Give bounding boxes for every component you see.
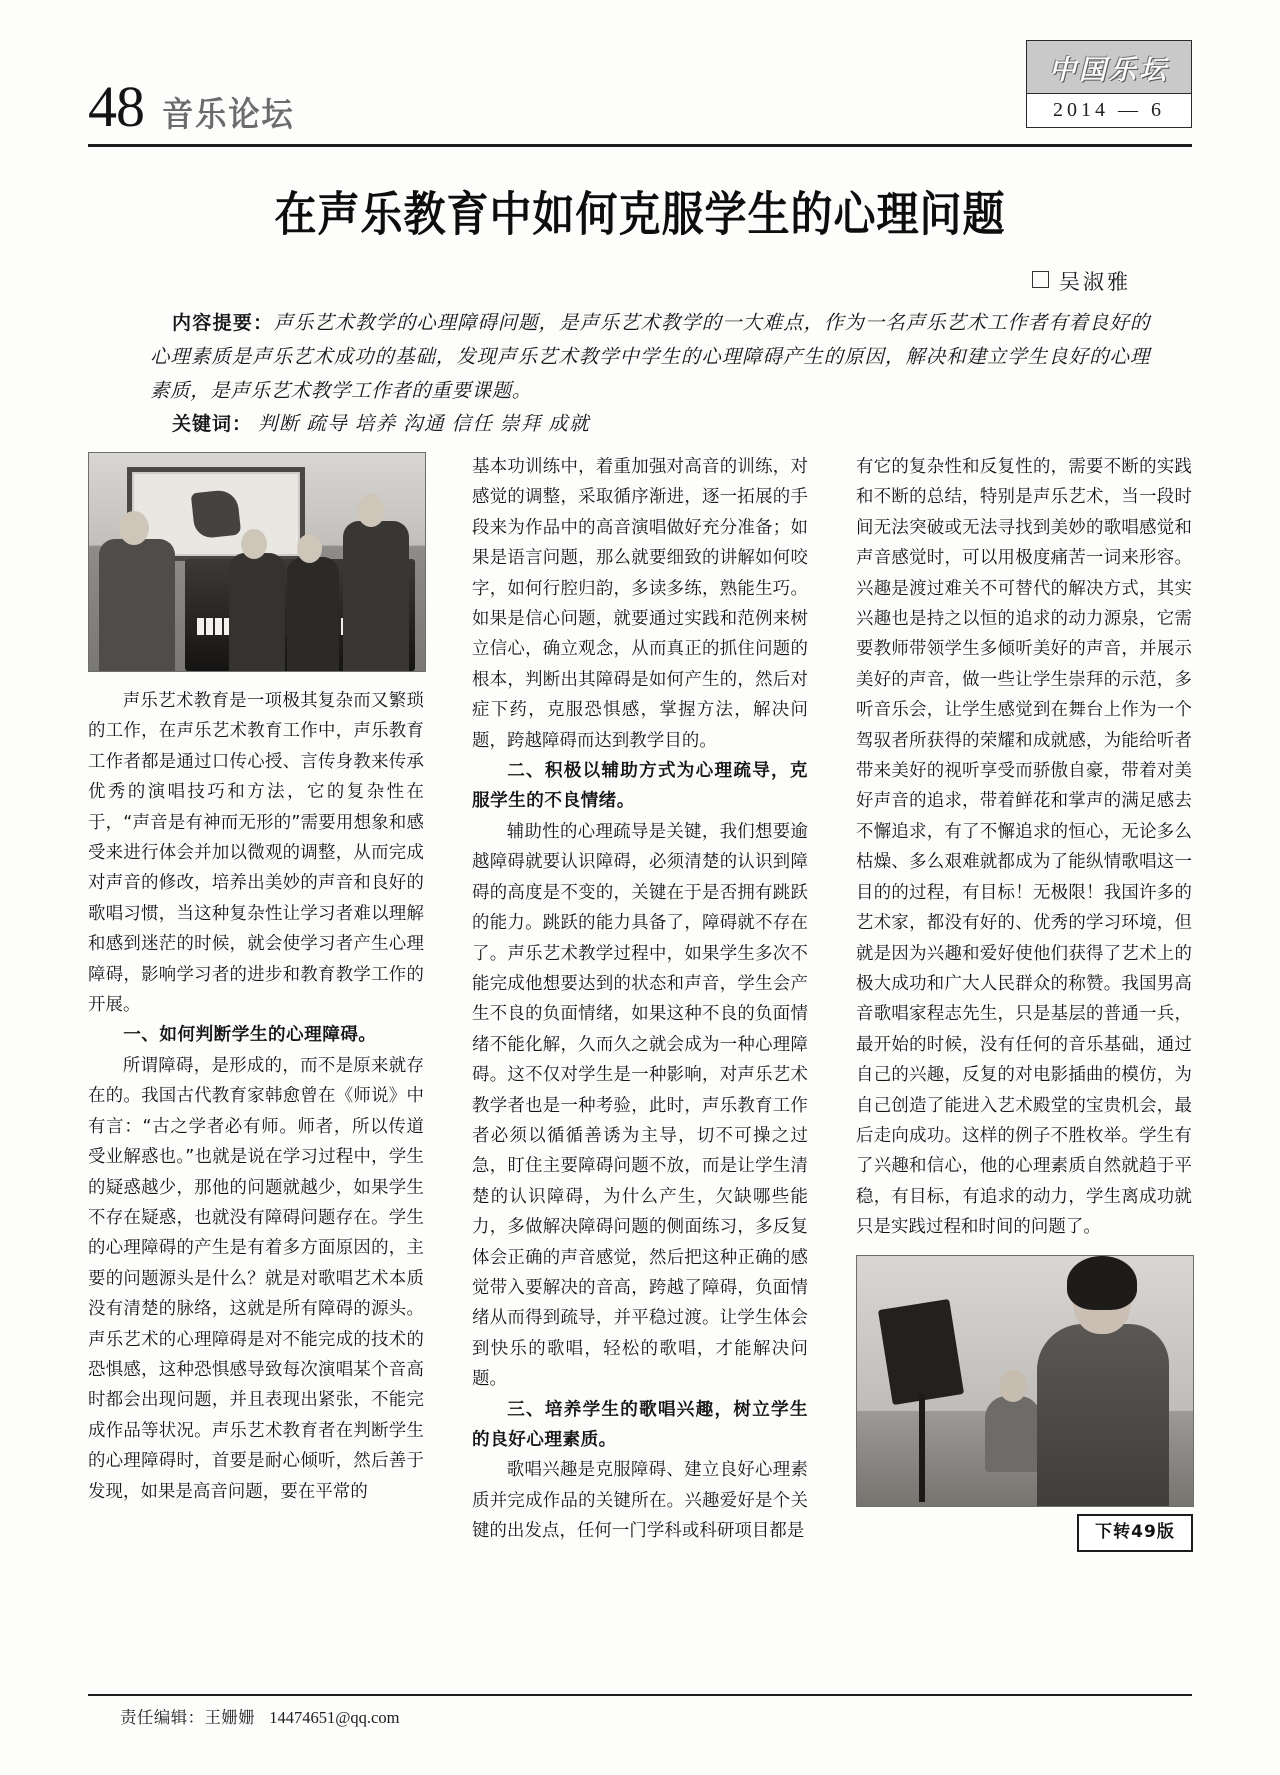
journal-issue: 2014 — 6: [1053, 99, 1165, 121]
music-stand: [878, 1299, 964, 1405]
article-title: 在声乐教育中如何克服学生的心理问题: [274, 186, 1006, 242]
figure-student-1: [229, 553, 285, 671]
keywords-label: 关键词：: [172, 413, 253, 435]
figure-teacher: [99, 539, 175, 671]
paragraph: 所谓障碍，是形成的，而不是原来就存在的。我国古代教育家韩愈曾在《师说》中有言：“古之学者必有师。师者，所以传道受业解惑也。”也就是说在学习过程中，学生的疑惑越少，那他的问题就越少，如果学生不存在疑惑，也就没有障碍问题存在。学生的心理障碍的产生是有着多方面原因的，主要的问题源头是什么？就是对歌唱艺术本质没有清楚的脉络，这就是所有障碍的源头。声乐艺术的心理障碍是对不能完成的技术的恐惧感，这种恐惧感导致每次演唱某个音高时都会出现问题，并且表现出紧张，不能完成作品等状况。声乐艺术教育者在判断学生的心理障碍时，首要是耐心倾听，然后善于发现，如果是高音问题，要在平常的: [88, 1055, 424, 1502]
paragraph: 歌唱兴趣是克服障碍、建立良好心理素质并完成作品的关键所在。兴趣爱好是个关键的出发点，任何一门学科或科研项目都是: [472, 1460, 808, 1542]
column-3: [856, 452, 1192, 1543]
keywords-block: [150, 408, 1150, 436]
head-student-1: [241, 529, 267, 559]
paragraph: 声乐艺术教育是一项极其复杂而又繁琐的工作，在声乐艺术教育工作中，声乐教育工作者都是通过口传心授、言传身教来传承优秀的演唱技巧和方法，它的复杂性在于，“声音是有神而无形的”需要用想象和感受来进行体会并加以微观的调整，从而完成对声音的修改，培养出美妙的声音和良好的歌唱习惯，当这种复杂性让学习者难以理解和感到迷茫的时候，就会使学习者产生心理障碍，影响学习者的进步和教育教学工作的开展。: [88, 691, 424, 1016]
figure-seated-listener: [985, 1396, 1041, 1472]
music-stand-pole: [919, 1394, 925, 1502]
square-bullet-icon: [1032, 271, 1049, 288]
editor-email: 14474651@qq.com: [269, 1708, 400, 1727]
head-student-3: [357, 494, 385, 527]
head-student-2: [297, 534, 322, 563]
section-name: 音乐论坛: [162, 95, 295, 135]
header-divider: [88, 144, 1192, 147]
paragraph: 辅助性的心理疏导是关键，我们想要逾越障碍就要认识障碍，必须清楚的认识到障碍的高度是不变的，关键在于是否拥有跳跃的能力。跳跃的能力具备了，障碍就不存在了。声乐艺术教学过程中，如果学生多次不能完成他想要达到的状态和声音，学生会产生不良的负面情绪，如果这种不良的负面情绪不能化解，久而久之就会成为一种心理障碍。这不仅对学生是一种影响，对声乐艺术教学者也是一种考验，此时，声乐教育工作者必须以循循善诱为主导，切不可操之过急，盯住主要障碍问题不放，而是让学生清楚的认识障碍，为什么产生，欠缺哪些能力，多做解决障碍问题的侧面练习，多反复体会正确的声音感觉，然后把这种正确的感觉带入要解决的音高，跨越了障碍，负面情绪从而得到疏导，并平稳过渡。让学生体会到快乐的歌唱，轻松的歌唱，才能解决问题。: [472, 821, 808, 1390]
page-number: 48: [88, 74, 144, 139]
section-heading-2: 二、积极以辅助方式为心理疏导，克服学生的不良情绪。: [472, 761, 808, 812]
journal-issue-box: [1026, 40, 1192, 128]
body-columns: [88, 452, 1192, 1630]
abstract-label: 内容提要：: [172, 312, 274, 334]
footer-divider: [88, 1694, 1192, 1696]
figure-student-2: [287, 557, 339, 671]
footer-credit: [120, 1704, 399, 1728]
responsible-editor: 责任编辑：王姗姗: [120, 1708, 256, 1727]
byline: [88, 266, 1131, 296]
column-1: [88, 452, 424, 1507]
abstract-text: 声乐艺术教学的心理障碍问题，是声乐艺术教学的一大难点，作为一名声乐艺术工作者有着良好的心理素质是声乐艺术成功的基础，发现声乐艺术教学中学生的心理障碍产生的原因，解决和建立学生良好的心理素质，是声乐艺术教学工作者的重要课题。: [150, 313, 1150, 402]
head-seated-listener: [999, 1370, 1027, 1402]
figure-singer: [1037, 1324, 1169, 1506]
paragraph: 有它的复杂性和反复性的，需要不断的实践和不断的总结，特别是声乐艺术，当一段时间无法突破或无法寻找到美妙的歌唱感觉和声音感觉时，可以用极度痛苦一词来形容。兴趣是渡过难关不可替代的解决方式，其实兴趣也是持之以恒的追求的动力源泉，它需要教师带领学生多倾听美好的声音，并展示美好的声音，做一些让学生崇拜的示范，多听音乐会，让学生感觉到在舞台上作为一个驾驭者所获得的荣耀和成就感，为能给听者带来美好的视听享受而骄傲自豪，带着对美好声音的追求，带着鲜花和掌声的满足感去不懈追求，有了不懈追求的恒心，无论多么枯燥、多么艰难就都成为了能纵情歌唱这一目的的过程，有目标！无极限！我国许多的艺术家，都没有好的、优秀的学习环境，但就是因为兴趣和爱好使他们获得了艺术上的极大成功和广大人民群众的称赞。我国男高音歌唱家程志先生，只是基层的普通一兵，最开始的时候，没有任何的音乐基础，通过自己的兴趣，反复的对电影插曲的模仿，为自己创造了能进入艺术殿堂的宝贵机会，最后走向成功。这样的例子不胜枚举。学生有了兴趣和信心，他的心理素质自然就趋于平稳，有目标，有追求的动力，学生离成功就只是实践过程和时间的问题了。: [856, 457, 1192, 1238]
journal-name: 中国乐坛: [1027, 41, 1191, 94]
abstract-block: [150, 306, 1150, 409]
photo-piano-lesson: [88, 452, 426, 672]
section-heading-3: 三、培养学生的歌唱兴趣，树立学生的良好心理素质。: [472, 1399, 808, 1450]
keywords-text: 判断 疏导 培养 沟通 信任 崇拜 成就: [258, 414, 591, 435]
continued-on-badge: 下转49版: [1077, 1514, 1193, 1552]
head-teacher: [119, 511, 149, 545]
hair-singer: [1067, 1256, 1137, 1310]
author-name: 吴淑雅: [1059, 270, 1131, 294]
page-masthead: [88, 40, 1192, 140]
folio: [88, 74, 306, 139]
photo-singing-student: [856, 1255, 1194, 1543]
column-2: [472, 452, 808, 1547]
section-heading-1: 一、如何判断学生的心理障碍。: [123, 1025, 377, 1046]
figure-student-3: [343, 521, 409, 671]
paragraph: 基本功训练中，着重加强对高音的训练，对感觉的调整，采取循序渐进，逐一拓展的手段来为作品中的高音演唱做好充分准备；如果是语言问题，那么就要细致的讲解如何咬字，如何行腔归韵，多读多练，熟能生巧。如果是信心问题，就要通过实践和范例来树立信心，确立观念，从而真正的抓住问题的根本，判断出其障碍是如何产生的，然后对症下药，克服恐惧感，掌握方法，解决问题，跨越障碍而达到教学目的。: [472, 457, 808, 751]
